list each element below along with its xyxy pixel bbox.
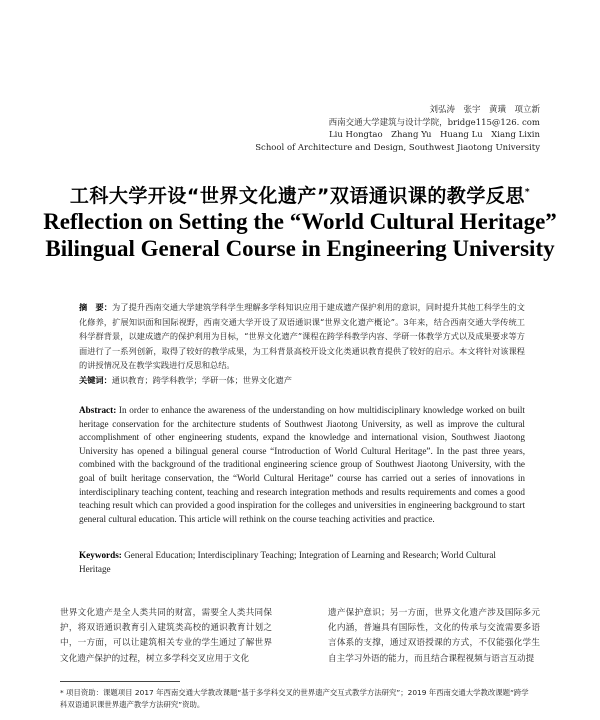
abstract-cn-label: 摘 要： <box>79 302 113 312</box>
keywords-cn <box>79 373 525 388</box>
keywords-en-label: Keywords: <box>79 550 122 560</box>
abstract-en-text: In order to enhance the awareness of the understanding on how multidisciplinary knowledge worked on built heritage conservation for the architecture students of Southwest Jiaotong University, as well as improve the cultural accomplishment of other engineering students, expand the knowledge and international vision, Southwest Jiaotong University has opened a bilingual general course “Introduction of World Cultural Heritage”. In the past three years, combined with the background of the traditional engineering science group of Southwest Jiaotong University, with the goal of built heritage conservation, the “World Cultural Heritage” course has carried out a series of innovations in interdisciplinary teaching content, teaching and research integration methods and results requirements and comes a good teaching result which can provided a good inspiration for the colleges and universities in engineering background to start general cultural education. This article will rethink on the course teaching activities and practice. <box>79 405 525 524</box>
abstract-en <box>79 404 525 526</box>
title-en-line-2: Bilingual General Course in Engineering University <box>45 236 555 261</box>
title-footnote-mark: * <box>524 187 531 198</box>
author-affiliation-en: School of Architecture and Design, Southwest Jiaotong University <box>255 142 540 153</box>
keywords-en-text: General Education; Interdisciplinary Teaching; Integration of Learning and Research; World Cultural Heritage <box>79 550 496 574</box>
author-names-cn: 刘弘涛 张宇 黄璜 项立新 <box>429 105 540 115</box>
body-column-left: 世界文化遗产是全人类共同的财富，需要全人类共同保护，将双语通识教育引入建筑类高校的通识教育计划之中，一方面，可以让建筑相关专业的学生通过了解世界文化遗产保护的过程，树立多学科交叉应用于文化 <box>60 608 272 664</box>
title-cn <box>0 181 600 208</box>
author-block <box>180 104 540 154</box>
abstract-en-label: Abstract: <box>79 405 117 415</box>
body-column-right: 遗产保护意识；另一方面，世界文化遗产涉及国际多元化内涵，普遍具有国际性，文化的传承与交流需要多语言体系的支撑，通过双语授课的方式，不仅能强化学生自主学习外语的能力，而且结合课程视频与语言互动提 <box>328 608 540 664</box>
keywords-en <box>79 549 525 576</box>
abstract-cn <box>79 300 525 388</box>
title-en-line-1: Reflection on Setting the “World Cultural Heritage” <box>43 209 557 234</box>
author-affiliation-cn: 西南交通大学建筑与设计学院，bridge115@126. com <box>328 117 540 128</box>
abstract-cn-text: 为了提升西南交通大学建筑学科学生理解多学科知识应用于建成遗产保护利用的意识，同时提升其他工科学生的文化修养，扩展知识面和国际视野，西南交通大学开设了双语通识课“世界文化遗产概论”。3年来，结合西南交通大学传统工科学群背景，以建成遗产的保护利用为目标，“世界文化遗产”课程在跨学科教学内容、学研一体教学方式以及成果要求等方面进行了一系列创新，取得了较好的教学成果，为工科背景高校开设文化类通识教育提供了较好的启示。本文将针对该课程的讲授情况及在教学实践进行反思和总结。 <box>79 302 525 371</box>
title-cn-text: 工科大学开设“世界文化遗产”双语通识课的教学反思 <box>69 185 525 207</box>
abstract-cn-paragraph <box>79 300 525 373</box>
footnote-divider <box>60 681 180 682</box>
keywords-cn-label: 关键词： <box>79 374 112 385</box>
footnote: * 项目资助：课题项目 2017 年西南交通大学教改课题“基于多学科交叉的世界遗产交互式教学方法研究”；2019 年西南交通大学教改课题“跨学科双语通识课世界遗产教学方法研究”资助。 <box>60 688 529 709</box>
keywords-cn-text: 通识教育；跨学科教学；学研一体；世界文化遗产 <box>111 374 292 385</box>
author-names-en: Liu Hongtao Zhang Yu Huang Lu Xiang Lixin <box>329 130 540 140</box>
